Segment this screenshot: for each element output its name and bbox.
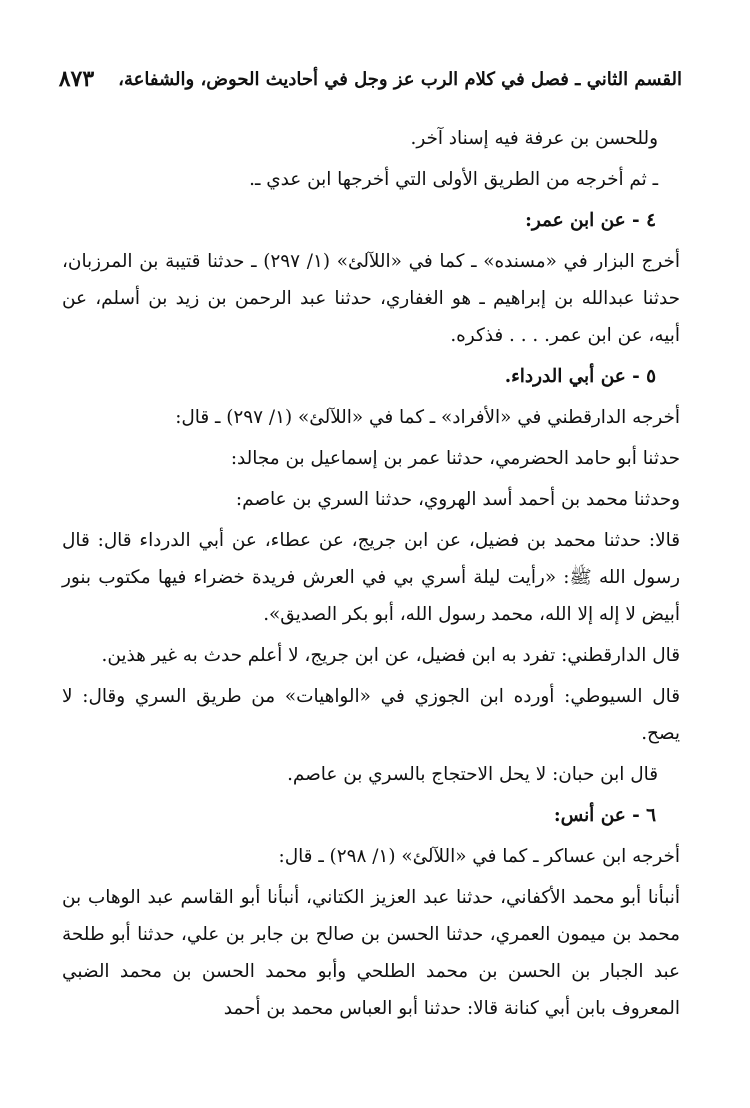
- section-heading: ٦ - عن أنس:: [553, 805, 656, 826]
- paragraph: ـ ثم أخرجه من الطريق الأولى التي أخرجها ابن عدي ـ.: [249, 169, 658, 190]
- page-body: [62, 120, 680, 1031]
- running-title: القسم الثاني ـ فصل في كلام الرب عز وجل في أحاديث الحوض، والشفاعة،: [118, 68, 682, 90]
- page-number: ٨٧٣: [58, 66, 95, 92]
- paragraph: أنبأنا أبو محمد الأكفاني، حدثنا عبد العزيز الكتاني، أنبأنا أبو القاسم عبد الوهاب بن محمد بن ميمون العمري، حدثنا الحسن بن صالح بن جابر بن علي، حدثنا أبو طلحة عبد الجبار بن الحسن بن محمد الطلحي وأبو محمد الحسن بن محمد الضبي المعروف بابن أبي كنانة قالا: حدثنا أبو العباس محمد بن أحمد: [62, 887, 680, 1019]
- section-heading: ٤ - عن ابن عمر:: [525, 210, 656, 231]
- paragraph: قال ابن حبان: لا يحل الاحتجاج بالسري بن عاصم.: [287, 764, 658, 785]
- paragraph: قالا: حدثنا محمد بن فضيل، عن ابن جريج، عن عطاء، عن أبي الدرداء قال: قال رسول الله ﷺ: «رأيت ليلة أسري بي في العرش فريدة خضراء فيها مكتوب بنور أبيض لا إله إلا الله، محمد رسول الله، أبو بكر الصديق».: [62, 530, 680, 625]
- paragraph: أخرج البزار في «مسنده» ـ كما في «اللآلئ» (١/ ٢٩٧) ـ حدثنا قتيبة بن المرزبان، حدثنا عبدالله بن إبراهيم ـ هو الغفاري، حدثنا عبد الرحمن بن زيد بن أسلم، عن أبيه، عن ابن عمر. . . . فذكره.: [62, 251, 680, 346]
- paragraph: حدثنا أبو حامد الحضرمي، حدثنا عمر بن إسماعيل بن مجالد:: [230, 448, 680, 469]
- paragraph: أخرجه ابن عساكر ـ كما في «اللآلئ» (١/ ٢٩٨) ـ قال:: [278, 846, 680, 867]
- page-header: [60, 62, 682, 96]
- paragraph: قال السيوطي: أورده ابن الجوزي في «الواهيات» من طريق السري وقال: لا يصح.: [62, 686, 680, 744]
- paragraph: أخرجه الدارقطني في «الأفراد» ـ كما في «اللآلئ» (١/ ٢٩٧) ـ قال:: [175, 407, 680, 428]
- paragraph: قال الدارقطني: تفرد به ابن فضيل، عن ابن جريج، لا أعلم حدث به غير هذين.: [101, 645, 680, 666]
- section-heading: ٥ - عن أبي الدرداء.: [504, 366, 656, 387]
- paragraph: وحدثنا محمد بن أحمد أسد الهروي، حدثنا السري بن عاصم:: [235, 489, 680, 510]
- paragraph: وللحسن بن عرفة فيه إسناد آخر.: [410, 128, 658, 149]
